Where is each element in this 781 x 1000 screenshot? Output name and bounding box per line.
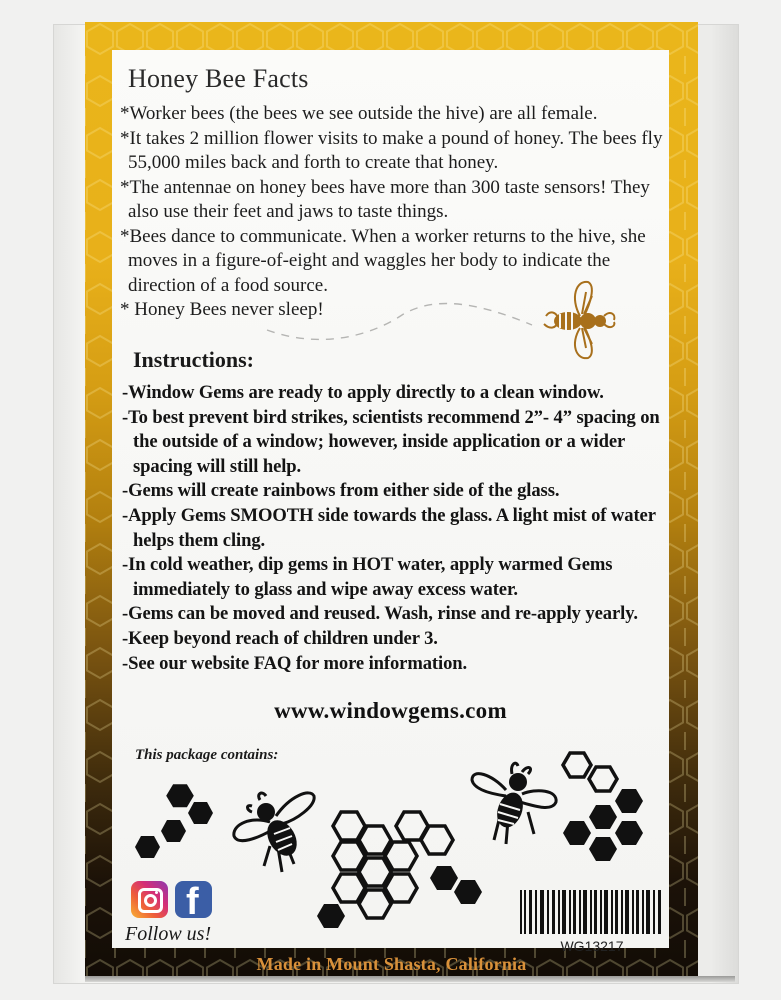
fact-item: *It takes 2 million flower visits to make a pound of honey. The bees fly 55,000 miles back and forth to create that honey. (120, 127, 663, 173)
fact-item: *Bees dance to communicate. When a worker returns to the hive, she moves in a figure-of-eight and waggles her body to indicate the direction of a food source. (120, 225, 646, 296)
instagram-icon[interactable] (131, 881, 168, 918)
facebook-icon[interactable]: f (175, 881, 212, 918)
facts-title: Honey Bee Facts (128, 64, 309, 93)
gold-bee-icon (540, 278, 620, 362)
contents-label: This package contains: (135, 747, 279, 763)
instruction-item: -Gems can be moved and reused. Wash, rinse and re-apply yearly. (122, 603, 638, 625)
social-links (131, 881, 212, 923)
instruction-item: -Keep beyond reach of children under 3. (122, 627, 438, 649)
flight-path-icon (262, 295, 542, 345)
website-link[interactable]: www.windowgems.com (274, 698, 507, 723)
fact-item: * Honey Bees never sleep! (120, 299, 324, 320)
hexagon-cluster-mixed-icon (560, 751, 660, 875)
barcode (518, 890, 666, 953)
instruction-item: -In cold weather, dip gems in HOT water, apply warmed Gems immediately to glass and wipe away excess water. (122, 554, 613, 600)
info-card (112, 50, 669, 954)
bee-icon (230, 786, 320, 878)
instruction-item: -See our website FAQ for more information. (122, 652, 468, 674)
hexagon-cluster-solid-icon (134, 782, 224, 866)
instructions-title: Instructions: (133, 347, 255, 372)
product-code: WG13217 (560, 938, 624, 954)
instruction-item: -Gems will create rainbows from either side of the glass. (122, 480, 560, 502)
fact-item: *Worker bees (the bees we see outside the hive) are all female. (120, 103, 598, 124)
bee-icon (470, 754, 562, 848)
instruction-item: -Window Gems are ready to apply directly to a clean window. (122, 382, 604, 403)
sleeve-edge (85, 976, 735, 982)
instructions-list (122, 381, 667, 676)
barcode-icon (518, 890, 666, 934)
made-in-label: Made in Mount Shasta, California (256, 954, 527, 974)
instruction-item: -Apply Gems SMOOTH side towards the glass. A light mist of water helps them cling. (122, 504, 656, 551)
follow-us-label: Follow us! (125, 923, 212, 945)
instruction-item: -To best prevent bird strikes, scientists recommend 2”- 4” spacing on the outside of a window; however, inside application or a wider spacing will still help. (122, 406, 660, 477)
fact-item: *The antennae on honey bees have more than 300 taste sensors! They also use their feet and jaws to taste things. (120, 176, 650, 222)
